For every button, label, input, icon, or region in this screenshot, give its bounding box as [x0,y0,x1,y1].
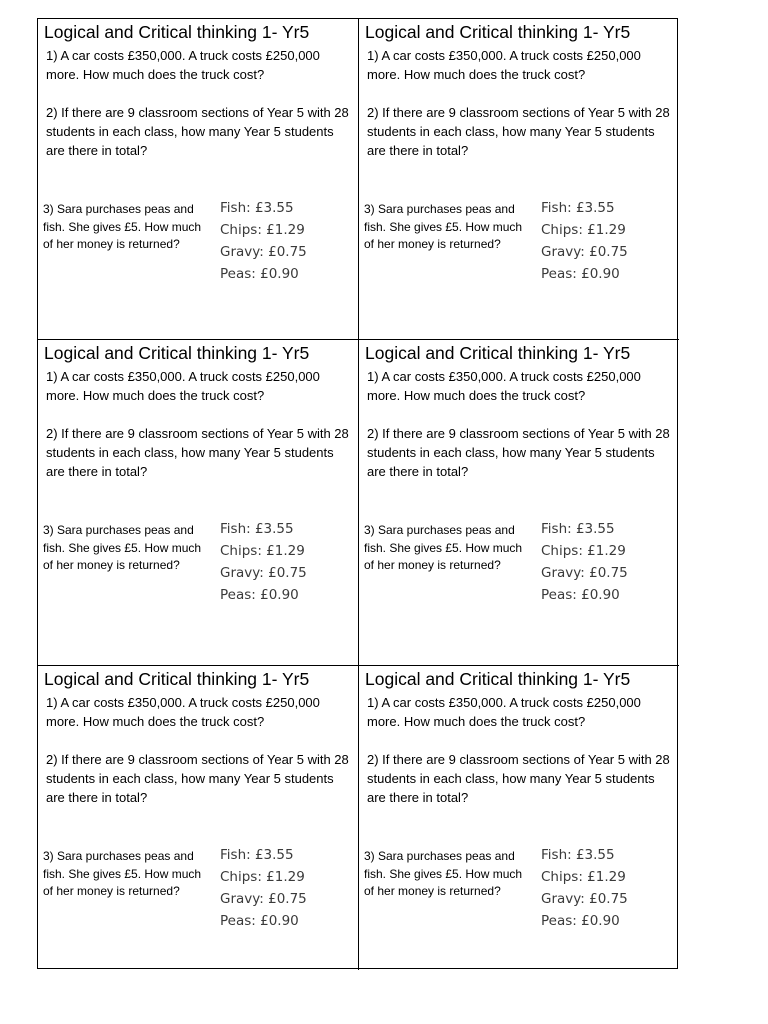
card-5 [38,666,359,970]
card-1 [38,19,359,340]
card-title: Logical and Critical thinking 1- Yr5 [44,343,310,363]
question-2: 2) If there are 9 classroom sections of Year 5 with 28 students in each class, how many Year 5 students are there in total? [367,426,670,479]
price-list [220,518,340,606]
question-3: 3) Sara purchases peas and fish. She gives £5. How much of her money is returned? [43,849,202,898]
question-1: 1) A car costs £350,000. A truck costs £250,000 more. How much does the truck cost? [367,48,641,82]
price-fish: Fish: £3.55 [541,200,615,216]
card-title: Logical and Critical thinking 1- Yr5 [365,22,631,42]
question-2: 2) If there are 9 classroom sections of Year 5 with 28 students in each class, how many Year 5 students are there in total? [46,105,349,158]
price-list [541,518,661,606]
price-peas: Peas: £0.90 [541,266,620,282]
card-6 [359,666,679,970]
price-fish: Fish: £3.55 [541,521,615,537]
price-fish: Fish: £3.55 [220,200,294,216]
price-chips: Chips: £1.29 [541,222,626,238]
price-chips: Chips: £1.29 [541,869,626,885]
price-gravy: Gravy: £0.75 [541,244,628,260]
question-3: 3) Sara purchases peas and fish. She gives £5. How much of her money is returned? [364,202,523,251]
price-peas: Peas: £0.90 [541,913,620,929]
price-chips: Chips: £1.29 [220,869,305,885]
question-1: 1) A car costs £350,000. A truck costs £250,000 more. How much does the truck cost? [367,695,641,729]
price-fish: Fish: £3.55 [220,521,294,537]
card-3 [38,340,359,666]
card-title: Logical and Critical thinking 1- Yr5 [44,22,310,42]
card-title: Logical and Critical thinking 1- Yr5 [365,669,631,689]
card-4 [359,340,679,666]
question-3: 3) Sara purchases peas and fish. She gives £5. How much of her money is returned? [43,202,202,251]
price-chips: Chips: £1.29 [541,543,626,559]
question-1: 1) A car costs £350,000. A truck costs £250,000 more. How much does the truck cost? [46,369,320,403]
question-1: 1) A car costs £350,000. A truck costs £250,000 more. How much does the truck cost? [46,48,320,82]
price-list [220,844,340,932]
card-title: Logical and Critical thinking 1- Yr5 [44,669,310,689]
card-2 [359,19,679,340]
price-gravy: Gravy: £0.75 [220,891,307,907]
question-2: 2) If there are 9 classroom sections of Year 5 with 28 students in each class, how many Year 5 students are there in total? [46,752,349,805]
price-peas: Peas: £0.90 [541,587,620,603]
card-title: Logical and Critical thinking 1- Yr5 [365,343,631,363]
price-peas: Peas: £0.90 [220,913,299,929]
question-1: 1) A car costs £350,000. A truck costs £250,000 more. How much does the truck cost? [367,369,641,403]
price-chips: Chips: £1.29 [220,222,305,238]
price-gravy: Gravy: £0.75 [220,244,307,260]
question-3: 3) Sara purchases peas and fish. She gives £5. How much of her money is returned? [364,849,523,898]
worksheet-grid [37,18,678,969]
question-3: 3) Sara purchases peas and fish. She gives £5. How much of her money is returned? [364,523,523,572]
price-list [220,197,340,285]
price-chips: Chips: £1.29 [220,543,305,559]
price-fish: Fish: £3.55 [541,847,615,863]
question-1: 1) A car costs £350,000. A truck costs £250,000 more. How much does the truck cost? [46,695,320,729]
price-gravy: Gravy: £0.75 [541,565,628,581]
price-list [541,844,661,932]
question-2: 2) If there are 9 classroom sections of Year 5 with 28 students in each class, how many Year 5 students are there in total? [46,426,349,479]
question-3: 3) Sara purchases peas and fish. She gives £5. How much of her money is returned? [43,523,202,572]
price-peas: Peas: £0.90 [220,266,299,282]
question-2: 2) If there are 9 classroom sections of Year 5 with 28 students in each class, how many Year 5 students are there in total? [367,752,670,805]
question-2: 2) If there are 9 classroom sections of Year 5 with 28 students in each class, how many Year 5 students are there in total? [367,105,670,158]
price-list [541,197,661,285]
price-fish: Fish: £3.55 [220,847,294,863]
price-gravy: Gravy: £0.75 [220,565,307,581]
price-peas: Peas: £0.90 [220,587,299,603]
price-gravy: Gravy: £0.75 [541,891,628,907]
